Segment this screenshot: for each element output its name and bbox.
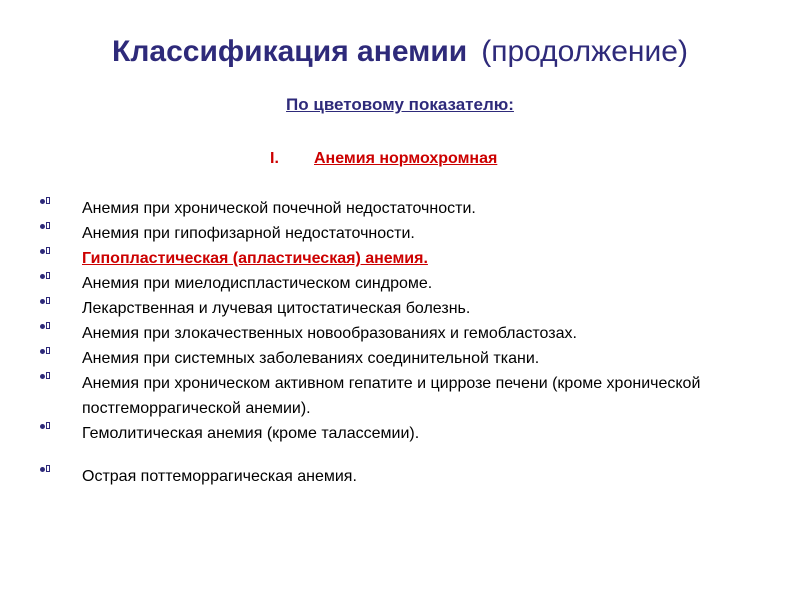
list-item: [40, 271, 780, 296]
list-item: [40, 221, 780, 246]
list-item-text: Анемия при хронической почечной недостаточности.: [82, 200, 476, 217]
bullet-list: [40, 196, 780, 489]
bullet-icon: [40, 296, 54, 310]
list-item-text: Лекарственная и лучевая цитостатическая болезнь.: [82, 300, 471, 317]
list-item-text: Гипопластическая (апластическая) анемия.: [82, 250, 428, 267]
list-item: [40, 421, 780, 446]
list-item-text: Анемия при системных заболеваниях соединительной ткани.: [82, 350, 540, 367]
section-heading: По цветовому показателю:: [286, 95, 514, 114]
list-item-text: Анемия при злокачественных новообразованиях и гемобластозах.: [82, 325, 577, 342]
list-item-text: Гемолитическая анемия (кроме талассемии).: [82, 425, 420, 442]
list-item-text: Анемия при хроническом активном гепатите и циррозе печени (кроме хронической постгеморрагической анемии).: [82, 375, 701, 417]
slide-title: [0, 30, 800, 74]
bullet-icon: [40, 321, 54, 335]
title-main: Классификация анемии: [112, 35, 468, 68]
bullet-icon: [40, 464, 54, 478]
list-item-text: Анемия при миелодиспластическом синдроме.: [82, 275, 433, 292]
list-item: [40, 464, 780, 489]
list-item: [40, 196, 780, 221]
list-item-highlighted: [40, 246, 780, 271]
title-subtitle: (продолжение): [481, 35, 688, 68]
bullet-icon: [40, 246, 54, 260]
roman-heading: [270, 148, 497, 170]
roman-heading-label: Анемия нормохромная: [314, 150, 498, 167]
bullet-icon: [40, 221, 54, 235]
bullet-icon: [40, 371, 54, 385]
list-item-text: Анемия при гипофизарной недостаточности.: [82, 225, 415, 242]
list-item-text: Острая поттеморрагическая анемия.: [82, 468, 357, 485]
list-item: [40, 346, 780, 371]
list-item: [40, 321, 780, 346]
bullet-icon: [40, 196, 54, 210]
list-item: [40, 296, 780, 321]
bullet-icon: [40, 346, 54, 360]
bullet-icon: [40, 421, 54, 435]
roman-numeral: I.: [270, 150, 279, 167]
list-item: [40, 371, 780, 421]
bullet-icon: [40, 271, 54, 285]
